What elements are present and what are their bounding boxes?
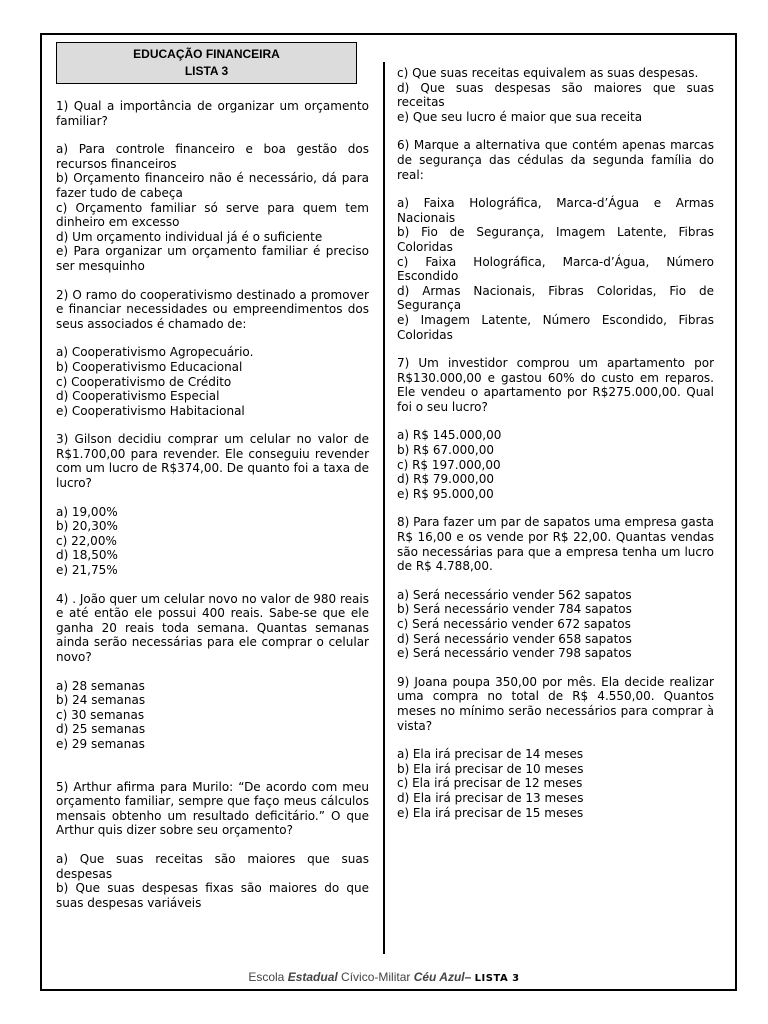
option-d: d) Cooperativismo Especial — [56, 389, 220, 404]
option-d: d) Armas Nacionais, Fibras Coloridas, Fio de Segurança — [397, 283, 714, 313]
question-5-continued — [397, 66, 714, 124]
footer-list-label: LISTA 3 — [474, 973, 520, 984]
option-b: b) Cooperativismo Educacional — [56, 359, 243, 374]
question-stem: 5) Arthur afirma para Murilo: “De acordo com meu orçamento familiar, sempre que faço meus cálculos mensais obtenho um resultado deficitário.” O que Arthur quis dizer sobre seu orçamento? — [56, 779, 369, 838]
left-column — [56, 99, 369, 924]
option-d: d) Um orçamento individual já é o suficiente — [56, 229, 323, 244]
option-c: c) Faixa Holográfica, Marca-d’Água, Número Escondido — [397, 254, 714, 284]
option-c: c) 30 semanas — [56, 707, 145, 722]
footer-school-name: Céu Azul — [413, 970, 465, 984]
option-c: c) Orçamento familiar só serve para quem tem dinheiro em excesso — [56, 200, 369, 230]
question-stem: 1) Qual a importância de organizar um orçamento familiar? — [56, 99, 369, 128]
question-stem: 8) Para fazer um par de sapatos uma empresa gasta R$ 16,00 e os vende por R$ 22,00. Quantas vendas são necessárias para que a empresa tenha um lucro de R$ 4.788,00. — [397, 515, 714, 574]
option-c: c) R$ 197.000,00 — [397, 457, 501, 472]
list-number: LISTA 3 — [184, 64, 229, 78]
question-4 — [56, 592, 369, 752]
option-e: e) Cooperativismo Habitacional — [56, 403, 245, 418]
question-3 — [56, 432, 369, 577]
question-stem: 4) . João quer um celular novo no valor de 980 reais e até então ele possui 400 reais. Sabe-se que ele ganha 20 reais toda semana. Quantas semanas ainda serão necessárias para ele comprar o celular novo? — [56, 591, 369, 664]
option-b: b) 24 semanas — [56, 693, 146, 708]
question-5 — [56, 780, 369, 911]
question-stem: 3) Gilson decidiu comprar um celular no valor de R$1.700,00 para revender. Ele conseguiu revender com um lucro de R$374,00. De quanto foi a taxa de lucro? — [56, 432, 369, 491]
footer-text: Cívico-Militar — [337, 970, 414, 984]
title-box — [56, 42, 357, 84]
right-column — [397, 66, 714, 834]
option-d: d) 18,50% — [56, 548, 118, 563]
column-divider — [383, 62, 385, 954]
option-b: b) 20,30% — [56, 519, 118, 534]
question-7 — [397, 356, 714, 501]
option-d: d) Será necessário vender 658 sapatos — [397, 631, 632, 646]
option-a: a) Ela irá precisar de 14 meses — [397, 747, 584, 762]
footer-text: – — [464, 970, 475, 984]
option-d: d) Que suas despesas são maiores que suas receitas — [397, 80, 714, 110]
option-d: d) R$ 79.000,00 — [397, 472, 494, 487]
option-c: c) Cooperativismo de Crédito — [56, 374, 232, 389]
option-e: e) Para organizar um orçamento familiar é preciso ser mesquinho — [56, 244, 369, 273]
option-e: e) Ela irá precisar de 15 meses — [397, 805, 584, 820]
title-line: EDUCAÇÃO FINANCEIRA — [133, 47, 280, 61]
option-b: b) Que suas despesas fixas são maiores do que suas despesas variáveis — [56, 881, 369, 910]
question-stem: 7) Um investidor comprou um apartamento por R$130.000,00 e gastou 60% do custo em reparos. Ele vendeu o apartamento por R$275.000,00. Qual foi o seu lucro? — [397, 356, 714, 414]
question-9 — [397, 675, 714, 820]
question-stem: 2) O ramo do cooperativismo destinado a promover e financiar necessidades ou empreendimentos dos seus associados é chamado de: — [56, 287, 369, 331]
option-e: e) Será necessário vender 798 sapatos — [397, 646, 632, 661]
question-stem: 9) Joana poupa 350,00 por mês. Ela decide realizar uma compra no total de R$ 4.550,00. Quantos meses no mínimo serão necessários para comprar à vista? — [397, 674, 714, 733]
option-e: e) R$ 95.000,00 — [397, 486, 494, 501]
option-d: d) Ela irá precisar de 13 meses — [397, 790, 584, 805]
option-a: a) 19,00% — [56, 504, 118, 519]
option-a: a) Cooperativismo Agropecuário. — [56, 345, 254, 360]
option-d: d) 25 semanas — [56, 722, 146, 737]
footer-text: Escola — [248, 970, 288, 984]
option-a: a) 28 semanas — [56, 678, 145, 693]
question-stem: 6) Marque a alternativa que contém apenas marcas de segurança das cédulas da segunda família do real: — [397, 138, 714, 182]
option-b: b) Ela irá precisar de 10 meses — [397, 761, 584, 776]
option-a: a) R$ 145.000,00 — [397, 428, 502, 443]
question-1 — [56, 99, 369, 274]
option-a: a) Para controle financeiro e boa gestão dos recursos financeiros — [56, 142, 369, 171]
option-b: b) Será necessário vender 784 sapatos — [397, 602, 632, 617]
option-a: a) Que suas receitas são maiores que suas despesas — [56, 851, 369, 881]
option-b: b) Orçamento financeiro não é necessário, dá para fazer tudo de cabeça — [56, 171, 369, 200]
option-b: b) Fio de Segurança, Imagem Latente, Fibras Coloridas — [397, 225, 714, 254]
option-c: c) Ela irá precisar de 12 meses — [397, 776, 583, 791]
option-a: a) Será necessário vender 562 sapatos — [397, 587, 632, 602]
option-a: a) Faixa Holográfica, Marca-d’Água e Armas Nacionais — [397, 196, 714, 225]
option-e: e) 21,75% — [56, 563, 118, 578]
option-c: c) 22,00% — [56, 533, 117, 548]
question-8 — [397, 515, 714, 660]
question-6 — [397, 138, 714, 342]
option-e: e) 29 semanas — [56, 736, 145, 751]
option-c: c) Que suas receitas equivalem as suas despesas. — [397, 66, 699, 80]
option-e: e) Que seu lucro é maior que sua receita — [397, 109, 643, 124]
footer-text: Estadual — [287, 970, 338, 984]
question-2 — [56, 288, 369, 419]
footer — [0, 970, 768, 984]
option-c: c) Será necessário vender 672 sapatos — [397, 617, 631, 631]
option-b: b) R$ 67.000,00 — [397, 443, 494, 458]
option-e: e) Imagem Latente, Número Escondido, Fibras Coloridas — [397, 312, 714, 342]
